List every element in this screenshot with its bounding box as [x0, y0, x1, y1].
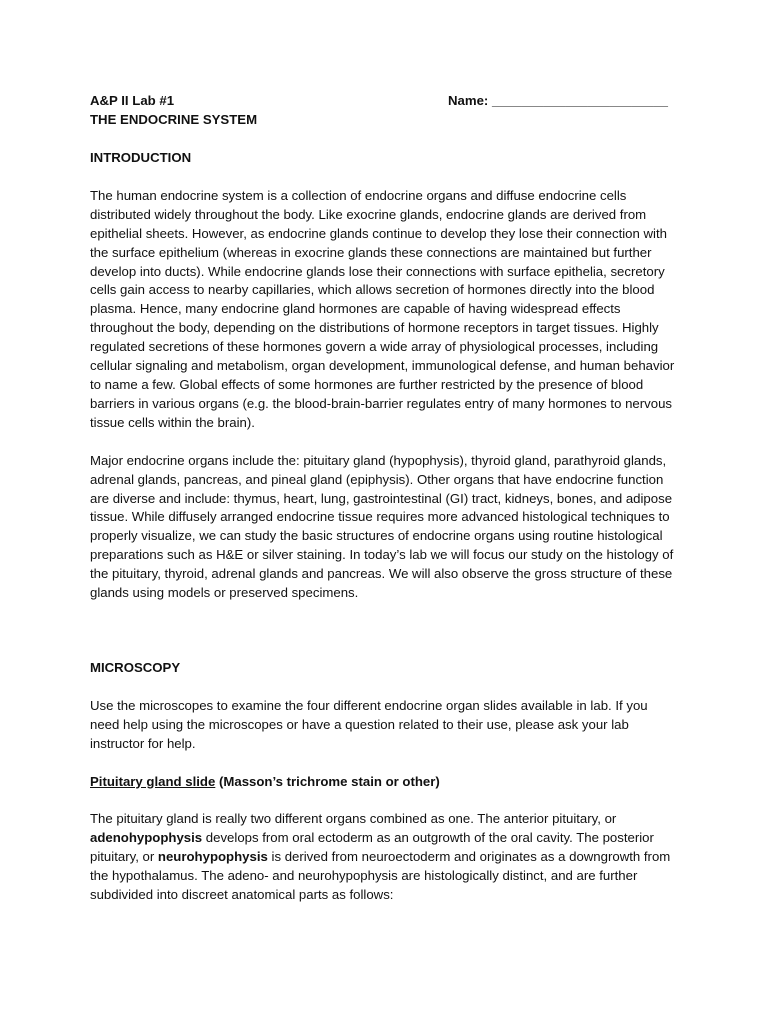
pituitary-paragraph	[90, 810, 678, 905]
microscopy-paragraph: Use the microscopes to examine the four different endocrine organ slides available in lab. If you need help using the microscopes or have a question related to their use, please ask your lab instructor for help.	[90, 697, 648, 751]
pituitary-text-b: develops from oral ectoderm as an outgrowth of the oral cavity. The posterior pituitary, or	[90, 830, 654, 865]
adenohypophysis-term: adenohypophysis	[90, 830, 203, 846]
lab-title: A&P II Lab #1	[90, 93, 175, 108]
intro-paragraph-1: The human endocrine system is a collection of endocrine organs and diffuse endocrine cells distributed widely throughout the body. Like exocrine glands, endocrine glands are derived from epithelial sheets. However, as endocrine glands continue to develop they lose their connection with the surface epithelium (whereas in exocrine glands these connections are maintained but further develop into ducts). While endocrine glands lose their connections with surface epithelia, secretory cells gain access to nearby capillaries, which allows secretion of hormones directly into the blood plasma. Hence, many endocrine gland hormones are capable of having widespread effects throughout the body, depending on the distributions of hormone receptors in target tissues. Highly regulated secretions of these hormones govern a wide array of physiological processes, including cellular signaling and metabolism, organ development, immunological defense, and human behavior to name a few. Global effects of some hormones are further restricted by the presence of blood barriers in various organs (e.g. the blood-brain-barrier regulates entry of many hormones to nervous tissue cells within the brain).	[90, 187, 675, 430]
pituitary-text-c: is derived from neuroectoderm and originates as a downgrowth from the hypothalamus. The adeno- and neurohypophysis are histologically distinct, and are further subdivided into discreet anatomical parts as follows:	[90, 849, 671, 903]
neurohypophysis-term: neurohypophysis	[157, 849, 268, 865]
document-title: THE ENDOCRINE SYSTEM	[90, 112, 258, 127]
pituitary-text-a: The pituitary gland is really two different organs combined as one. The anterior pituitary, or	[90, 811, 617, 827]
pituitary-heading	[90, 773, 678, 792]
microscopy-heading: MICROSCOPY	[90, 659, 181, 675]
document-content	[90, 92, 678, 905]
pituitary-heading-rest: (Masson’s trichrome stain or other)	[215, 773, 440, 789]
pituitary-heading-underlined: Pituitary gland slide	[90, 773, 216, 789]
introduction-heading: INTRODUCTION	[90, 150, 192, 165]
header-row	[90, 92, 678, 111]
intro-paragraph-2: Major endocrine organs include the: pituitary gland (hypophysis), thyroid gland, parathyroid glands, adrenal glands, pancreas, and pineal gland (epiphysis). Other organs that have endocrine function are diverse and include: thymus, heart, lung, gastrointestinal (GI) tract, kidneys, bones, and adipose tissue. While diffusely arranged endocrine tissue requires more advanced histological techniques to properly visualize, we can study the basic structures of endocrine organs using routine histological preparations such as H&E or silver staining. In today’s lab we will focus our study on the histology of the pituitary, thyroid, adrenal glands and pancreas. We will also observe the gross structure of these glands using models or preserved specimens.	[90, 452, 674, 601]
name-field-label: Name: ________________________	[448, 93, 668, 108]
